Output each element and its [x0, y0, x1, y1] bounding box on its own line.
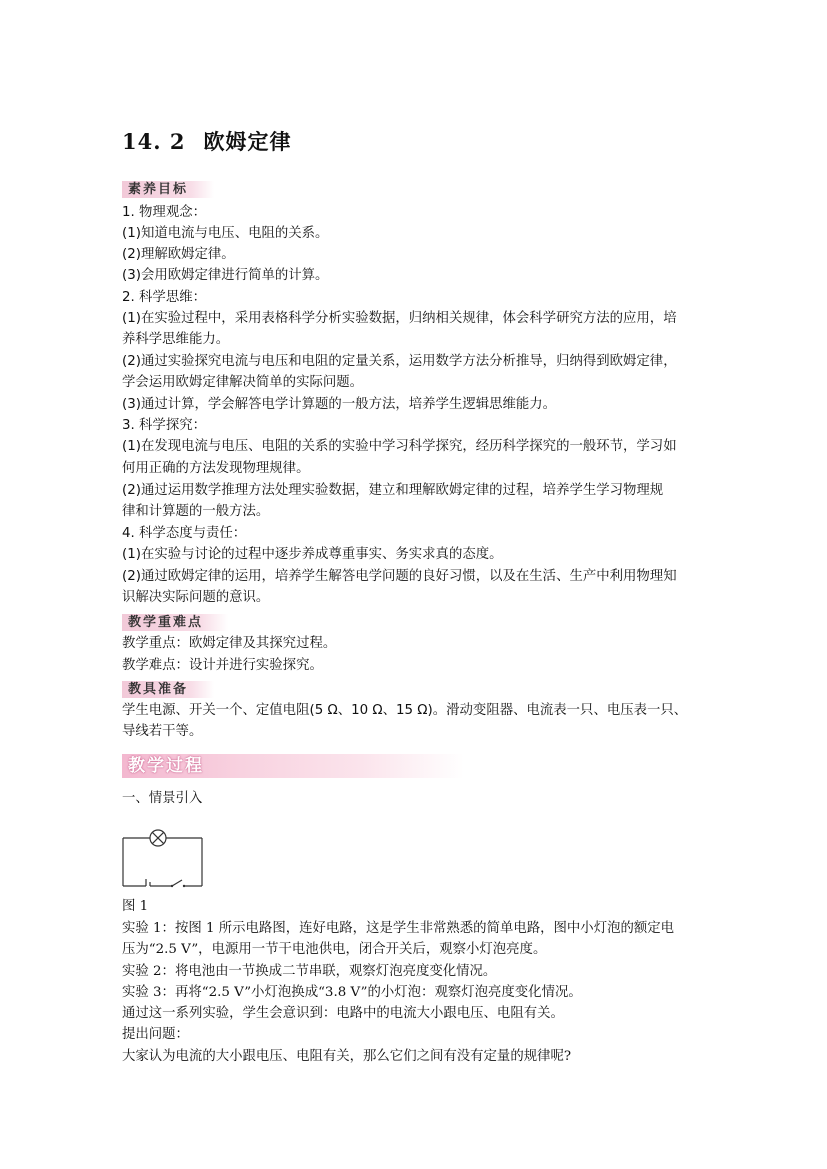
lesson-title: [122, 126, 291, 156]
text-line: (1)知道电流与电压、电阻的关系。: [122, 226, 329, 241]
text-line: 3. 科学探究：: [122, 418, 206, 433]
experiment-line: 压为“2.5 V”，电源用一节干电池供电，闭合开关后，观察小灯泡亮度。: [122, 942, 547, 957]
section-heading: 一、情景引入: [122, 791, 203, 806]
experiment-line: 实验 1：按图 1 所示电路图，连好电路，这是学生非常熟悉的简单电路，图中小灯泡的额定电: [122, 921, 675, 936]
text-line: 律和计算题的一般方法。: [122, 504, 270, 519]
banner-teaching-aids: 教具准备: [122, 681, 214, 698]
lesson-name: 欧姆定律: [203, 129, 292, 154]
text-line: 2. 科学思维：: [122, 290, 206, 305]
lesson-number: 14. 2: [122, 129, 186, 154]
text-line: 何用正确的方法发现物理规律。: [122, 461, 310, 476]
figure-caption: 图 1: [122, 899, 149, 914]
experiment-line: 实验 2：将电池由一节换成二节串联，观察灯泡亮度变化情况。: [122, 964, 497, 979]
aids-line: 导线若干等。: [122, 724, 203, 739]
text-line: 识解决实际问题的意识。: [122, 590, 270, 605]
text-line: (1)在实验与讨论的过程中逐步养成尊重事实、务实求真的态度。: [122, 547, 503, 562]
text-line: 1. 物理观念：: [122, 205, 206, 220]
text-line: 养科学思维能力。: [122, 332, 230, 347]
experiment-line: 大家认为电流的大小跟电压、电阻有关，那么它们之间有没有定量的规律呢?: [122, 1049, 572, 1064]
text-line: (2)通过运用数学推理方法处理实验数据，建立和理解欧姆定律的过程，培养学生学习物理规: [122, 483, 664, 498]
key-point-line: 教学难点：设计并进行实验探究。: [122, 658, 323, 673]
text-line: 4. 科学态度与责任：: [122, 526, 247, 541]
banner-key-points: 教学重难点: [122, 614, 228, 631]
text-line: 学会运用欧姆定律解决简单的实际问题。: [122, 375, 364, 390]
aids-line: 学生电源、开关一个、定值电阻(5 Ω、10 Ω、15 Ω)。滑动变阻器、电流表一只、电压表一只、: [122, 703, 688, 718]
text-line: (2)通过实验探究电流与电压和电阻的定量关系，运用数学方法分析推导，归纳得到欧姆定律，: [122, 354, 677, 369]
experiment-line: 通过这一系列实验，学生会意识到：电路中的电流大小跟电压、电阻有关。: [122, 1006, 564, 1021]
text-line: (3)会用欧姆定律进行简单的计算。: [122, 268, 329, 283]
key-point-line: 教学重点：欧姆定律及其探究过程。: [122, 636, 337, 651]
text-line: (1)在发现电流与电压、电阻的关系的实验中学习科学探究，经历科学探究的一般环节，学习如: [122, 439, 677, 454]
banner-literacy-goals: 素养目标: [122, 181, 214, 198]
text-line: (1)在实验过程中，采用表格科学分析实验数据，归纳相关规律，体会科学研究方法的应用，培: [122, 311, 677, 326]
text-line: (2)理解欧姆定律。: [122, 247, 235, 262]
banner-teaching-process: [122, 754, 464, 778]
text-line: (3)通过计算，学会解答电学计算题的一般方法，培养学生逻辑思维能力。: [122, 397, 557, 412]
circuit-diagram: [118, 826, 208, 890]
text-line: (2)通过欧姆定律的运用，培养学生解答电学问题的良好习惯，以及在生活、生产中利用物理知: [122, 569, 677, 584]
switch-icon: [172, 880, 182, 886]
experiment-line: 实验 3：再将“2.5 V”小灯泡换成“3.8 V”的小灯泡：观察灯泡亮度变化情况。: [122, 985, 582, 1000]
experiment-line: 提出问题：: [122, 1027, 189, 1042]
banner-teaching-process-label: 教学过程: [128, 756, 204, 776]
